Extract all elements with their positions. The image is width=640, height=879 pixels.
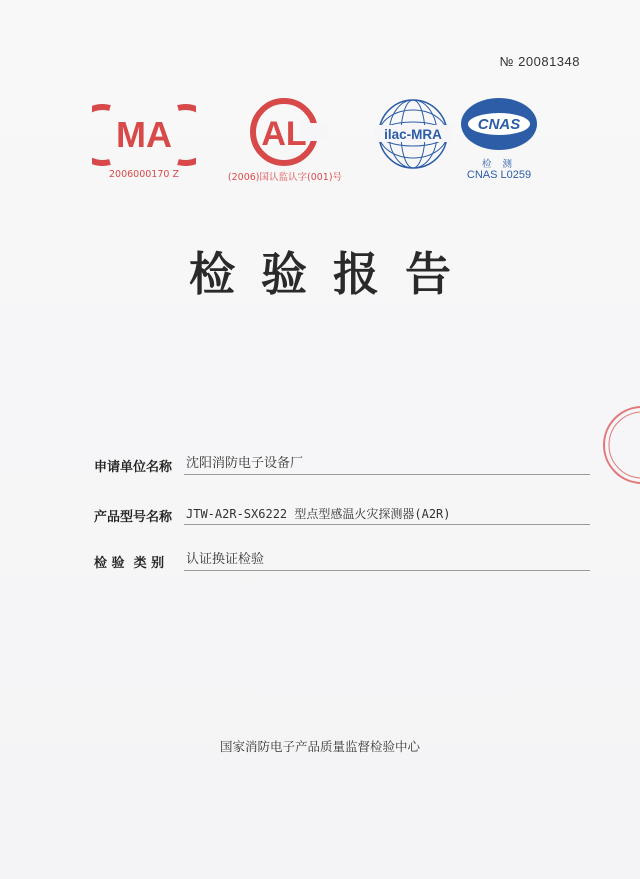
cal-caption: (2006)国认监认字(001)号: [227, 172, 343, 183]
ilac-mark-text: ilac-MRA: [384, 127, 442, 142]
cma-mark-text: MA: [116, 114, 172, 155]
ilac-mra-logo: [372, 96, 454, 172]
field-product-model-label: 产品型号名称: [94, 510, 173, 525]
cnas-logo: [459, 95, 539, 153]
field-applicant-value: 沈阳消防电子设备厂: [184, 456, 590, 475]
field-inspection-type-value: 认证换证检验: [184, 552, 590, 571]
field-applicant-label: 申请单位名称: [94, 460, 173, 475]
field-applicant: [94, 455, 590, 475]
field-inspection-type-label: 检 验 类 别: [94, 556, 165, 571]
field-inspection-type: [94, 551, 590, 571]
document-title: 检验报告: [189, 247, 477, 301]
cnas-caption: CNAS L0259: [466, 169, 532, 181]
field-product-model-value: JTW-A2R-SX6222 型点型感温火灾探测器(A2R): [184, 506, 590, 525]
field-product-model: [94, 505, 590, 525]
issuing-center: 国家消防电子产品质量监督检验中心: [219, 739, 420, 754]
cal-logo: [241, 97, 327, 167]
report-number: № 20081348: [499, 54, 580, 69]
cma-logo: [92, 104, 196, 166]
cal-mark-text: AL: [261, 115, 307, 153]
cnas-mark-text: CNAS: [477, 116, 521, 133]
cnas-sub-caption: 检 测: [481, 159, 517, 170]
cma-caption: 2006000170 Z: [109, 169, 179, 180]
partial-seal-mark: [600, 400, 640, 494]
